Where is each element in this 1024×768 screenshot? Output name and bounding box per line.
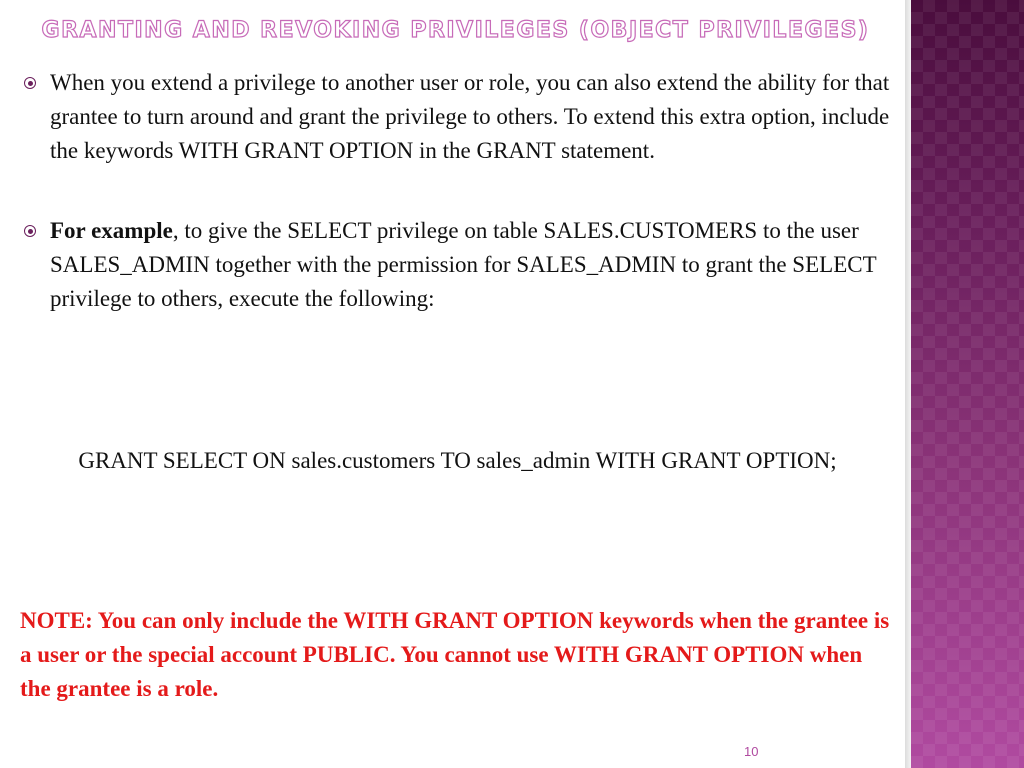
bullet-text: , to give the SELECT privilege on table SALES.CUSTOMERS to the user SALES_ADMIN together with the permission for SALES_ADMIN to grant the SELECT privilege to others, execute the following: bbox=[50, 218, 877, 311]
circled-dot-bullet-icon bbox=[24, 225, 36, 237]
page-number: 10 bbox=[744, 744, 759, 759]
sql-statement: GRANT SELECT ON sales.customers TO sales_admin WITH GRANT OPTION; bbox=[78, 448, 837, 473]
circled-dot-bullet-icon bbox=[24, 77, 36, 89]
note-text: NOTE: You can only include the WITH GRANT OPTION keywords when the grantee is a user or the special account PUBLIC. You cannot use WITH GRANT OPTION when the grantee is a role. bbox=[20, 608, 890, 701]
bullet-list bbox=[20, 66, 895, 316]
bullet-item-2 bbox=[20, 214, 895, 316]
decorative-side-band bbox=[911, 0, 1024, 768]
bullet-item-1 bbox=[20, 66, 895, 168]
slide-title: GRANTING AND REVOKING PRIVILEGES (OBJECT PRIVILEGES) bbox=[41, 18, 870, 43]
bullet-bold-lead: For example bbox=[50, 218, 173, 243]
bullet-text: When you extend a privilege to another user or role, you can also extend the ability for that grantee to turn around and grant the privilege to others. To extend this extra option, include the keywords WITH GRANT OPTION in the GRANT statement. bbox=[50, 70, 890, 163]
